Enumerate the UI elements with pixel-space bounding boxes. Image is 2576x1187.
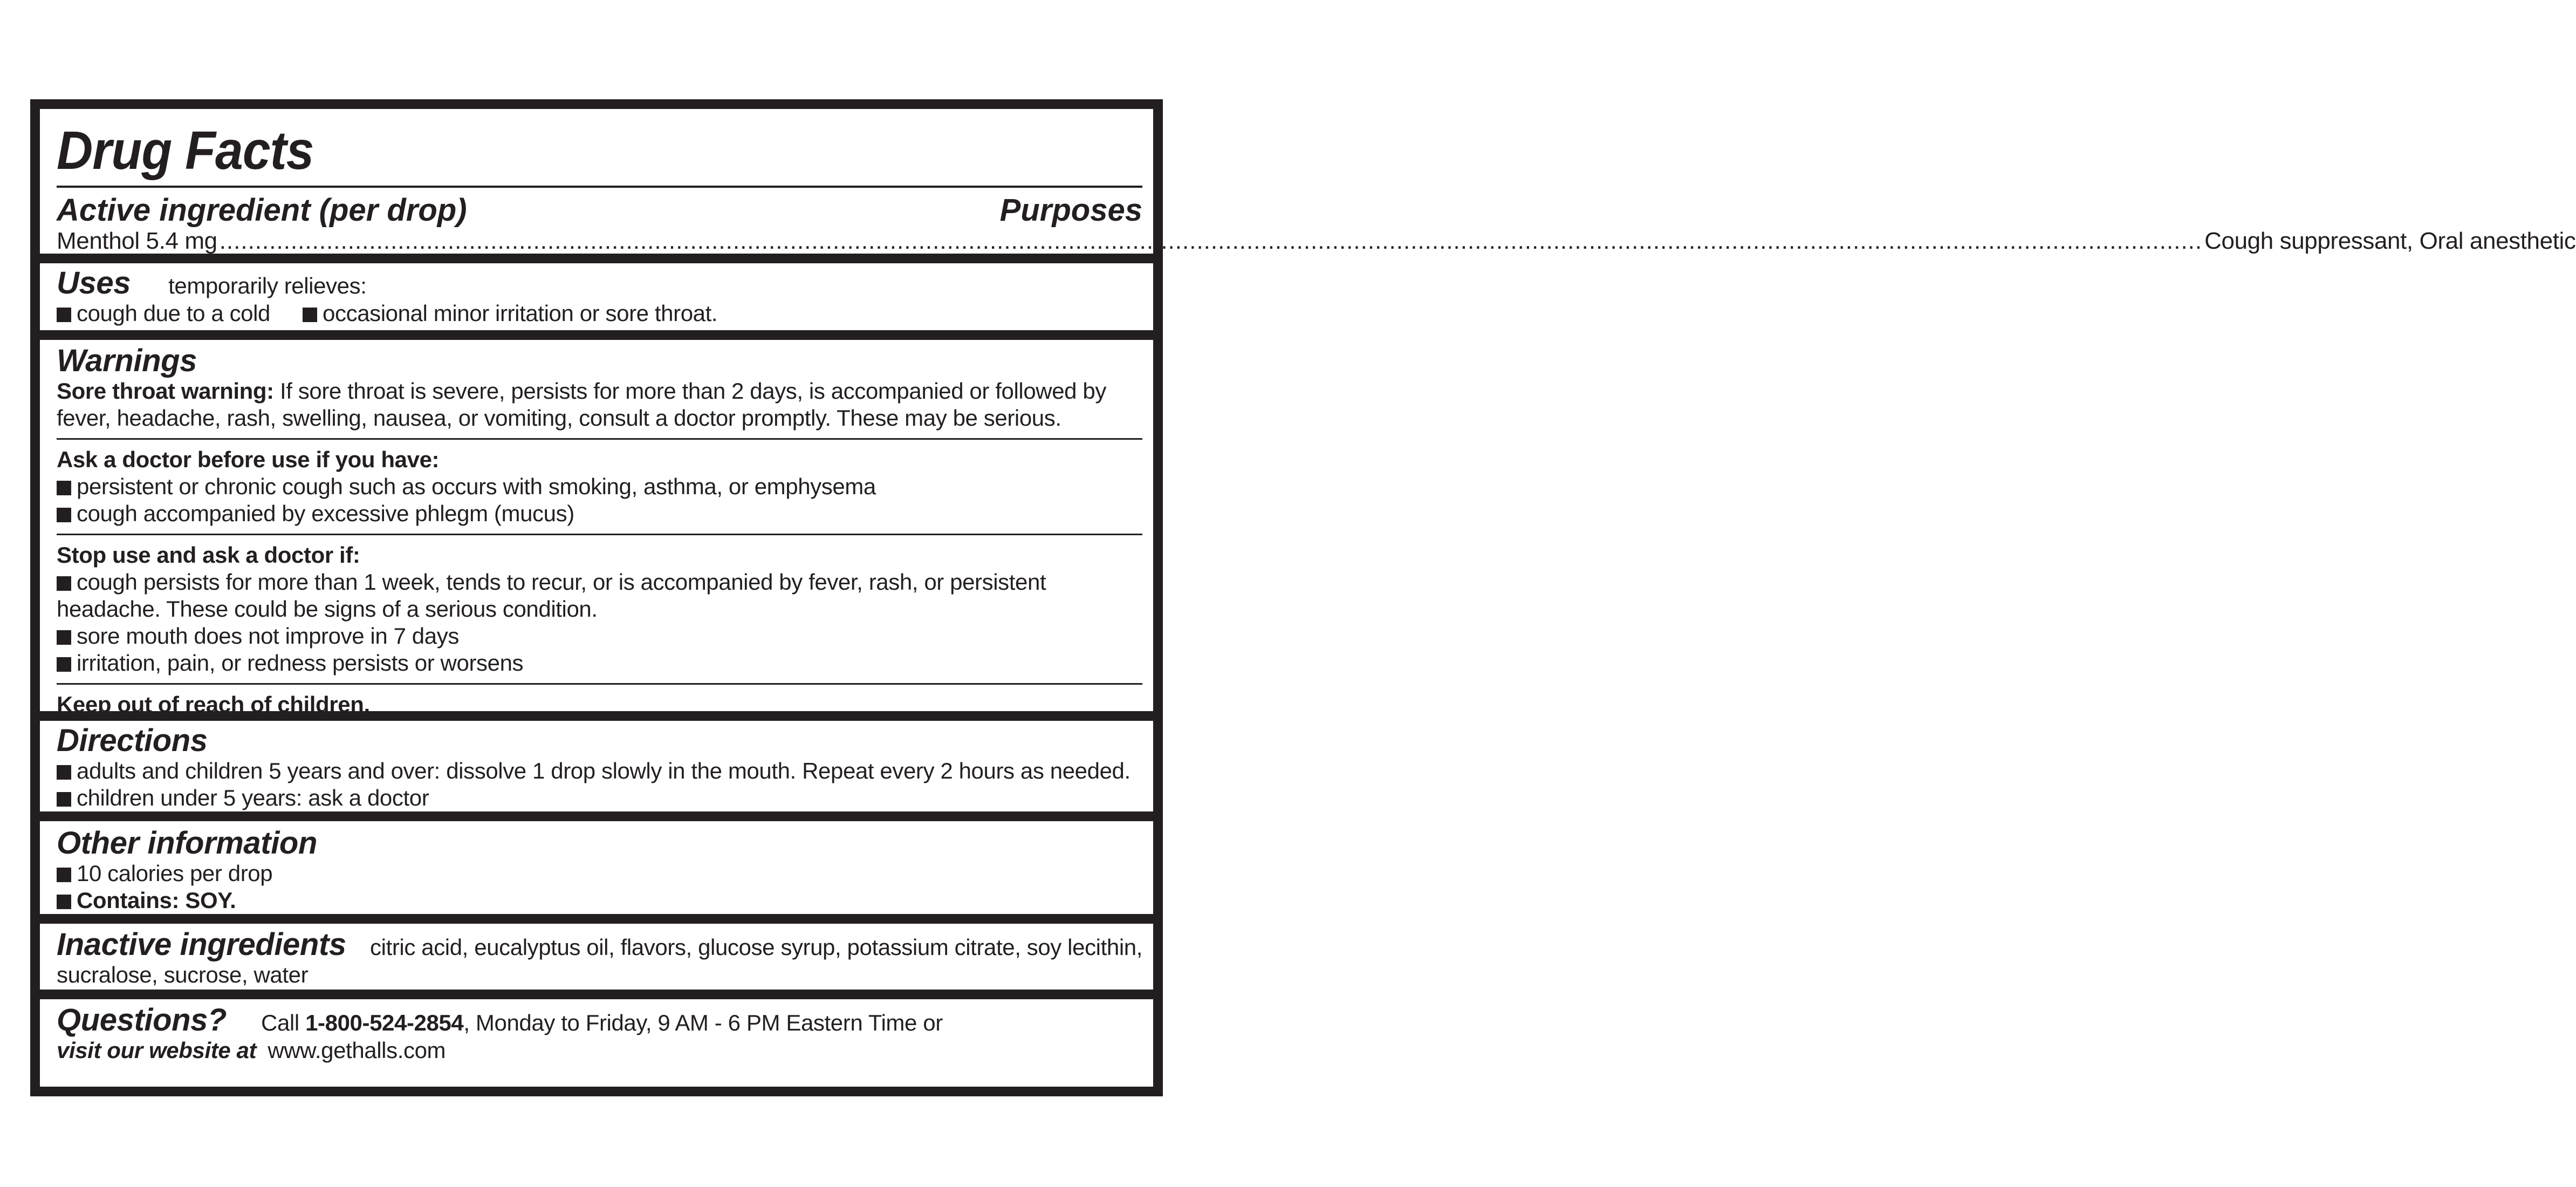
questions-heading: Questions? (57, 1002, 227, 1038)
directions-item-text: adults and children 5 years and over: dissolve 1 drop slowly in the mouth. Repeat every 2 hours as needed. (77, 758, 1131, 783)
stop-item-text: sore mouth does not improve in 7 days (77, 623, 459, 649)
stop-use-heading: Stop use and ask a doctor if: (57, 542, 360, 568)
directions-heading: Directions (57, 723, 208, 758)
section-warnings (40, 340, 1153, 717)
inactive-ingredients-line1: citric acid, eucalyptus oil, flavors, glucose syrup, potassium citrate, soy lecithin, (370, 934, 1142, 960)
active-ingredient-purpose: Cough suppressant, Oral anesthetic (2204, 228, 2576, 254)
bullet-icon (57, 576, 71, 591)
warnings-divider (57, 534, 1142, 535)
inactive-ingredients-line2: sucralose, sucrose, water (57, 962, 309, 987)
active-ingredient-heading: Active ingredient (per drop) (57, 193, 467, 228)
drug-facts-panel (30, 99, 2576, 1096)
inactive-ingredients-heading: Inactive ingredients (57, 927, 346, 962)
active-ingredient-name: Menthol 5.4 mg (57, 228, 217, 254)
active-ingredient-row (57, 228, 2576, 255)
uses-list (57, 300, 1142, 327)
bullet-icon (57, 508, 71, 522)
dot-leader: ...................................................................................................................................................................................................................................................................................... (219, 228, 2203, 254)
list-item (57, 860, 1142, 887)
uses-intro: temporarily relieves: (168, 273, 367, 298)
section-directions (40, 721, 1153, 811)
title-rule (57, 186, 1142, 188)
drug-facts-title: Drug Facts (57, 120, 314, 181)
other-item-text: 10 calories per drop (77, 861, 273, 886)
section-active-ingredient (40, 109, 2576, 254)
directions-item-text: children under 5 years: ask a doctor (77, 785, 429, 810)
list-item (57, 650, 1142, 677)
uses-item: occasional minor irritation or sore throat. (323, 301, 718, 326)
warnings-divider (57, 438, 1142, 440)
stop-item-text: cough persists for more than 1 week, tends to recur, or is accompanied by fever, rash, or persistent headache. These could be signs of a serious condition. (57, 569, 1046, 622)
call-label: Call (261, 1010, 306, 1035)
list-item (57, 784, 1142, 811)
section-inactive-ingredients (40, 924, 1153, 990)
uses-heading: Uses (57, 265, 131, 301)
bullet-icon (57, 765, 71, 780)
bullet-icon (57, 308, 71, 322)
hours-text: , Monday to Friday, 9 AM - 6 PM Eastern Time or (463, 1010, 943, 1035)
bullet-icon (57, 630, 71, 645)
section-uses (40, 263, 1153, 330)
website-link[interactable]: www.gethalls.com (268, 1038, 446, 1063)
keep-out-of-reach: Keep out of reach of children. (57, 692, 370, 717)
questions-visit-line (57, 1037, 1142, 1064)
sore-throat-text: If sore throat is severe, persists for more than 2 days, is accompanied or followed by fever, headache, rash, swelling, nausea, or vomiting, consult a doctor promptly. These may be serious. (57, 378, 1106, 431)
list-item (57, 623, 1142, 650)
phone-number[interactable]: 1-800-524-2854 (305, 1010, 464, 1035)
sore-throat-label: Sore throat warning: (57, 378, 274, 404)
bullet-icon (57, 792, 71, 807)
bullet-icon (57, 481, 71, 495)
stop-item-text: irritation, pain, or redness persists or worsens (77, 650, 524, 676)
section-other-information (40, 821, 1153, 914)
other-information-heading: Other information (57, 826, 317, 861)
active-header-row (57, 193, 1142, 228)
uses-item: cough due to a cold (77, 301, 271, 326)
questions-call-line (261, 1009, 943, 1036)
section-questions (40, 999, 1153, 1087)
warnings-heading: Warnings (57, 343, 197, 378)
bullet-icon (57, 657, 71, 672)
visit-label: visit our website at (57, 1038, 257, 1063)
bullet-icon (57, 895, 71, 909)
list-item (57, 473, 1142, 500)
bullet-icon (303, 308, 317, 322)
sore-throat-warning (57, 378, 1142, 432)
list-item (57, 569, 1098, 623)
purposes-heading: Purposes (999, 193, 1142, 228)
list-item (57, 500, 1142, 527)
list-item (57, 887, 1142, 914)
ask-item-text: cough accompanied by excessive phlegm (mucus) (77, 501, 574, 526)
warnings-divider (57, 683, 1142, 685)
ask-doctor-heading: Ask a doctor before use if you have: (57, 447, 440, 472)
other-item-text: Contains: SOY. (77, 888, 236, 913)
ask-item-text: persistent or chronic cough such as occurs with smoking, asthma, or emphysema (77, 474, 876, 499)
bullet-icon (57, 868, 71, 882)
list-item (57, 758, 1142, 784)
